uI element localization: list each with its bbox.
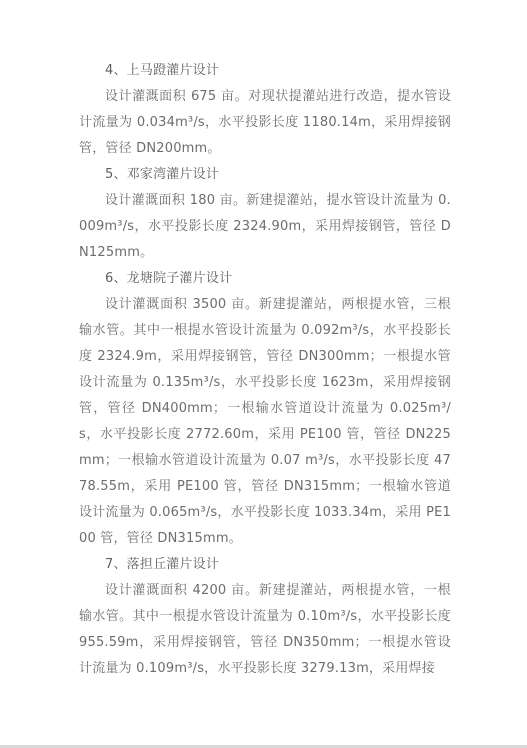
section-heading: 4、上马蹬灌片设计 — [105, 63, 220, 78]
section-heading: 6、龙塘院子灌片设计 — [105, 271, 233, 286]
document-body — [79, 58, 451, 682]
section-paragraph: 设计灌溉面积 4200 亩。新建提灌站，两根提水管，一根输水管。其中一根提水管设计流量为 0.10m³/s，水平投影长度 955.59m，采用焊接钢管，管径 DN350mm；一根提水管设计流量为 0.109m³/s，水平投影长度 3279.13m，采用焊接 — [79, 583, 451, 676]
section-paragraph: 设计灌溉面积 180 亩。新建提灌站，提水管设计流量为 0.009m³/s，水平投影长度 2324.90m，采用焊接钢管，管径 DN125mm。 — [79, 193, 451, 260]
section-heading: 5、邓家湾灌片设计 — [105, 167, 220, 182]
section-paragraph: 设计灌溉面积 675 亩。对现状提灌站进行改造，提水管设计流量为 0.034m³/s，水平投影长度 1180.14m，采用焊接钢管，管径 DN200mm。 — [79, 89, 451, 156]
section-heading: 7、落担丘灌片设计 — [105, 557, 220, 572]
section-paragraph: 设计灌溉面积 3500 亩。新建提灌站，两根提水管，三根输水管。其中一根提水管设计流量为 0.092m³/s，水平投影长度 2324.9m，采用焊接钢管，管径 DN300mm；一根提水管设计流量为 0.135m³/s，水平投影长度 1623m，采用焊接钢管，管径 DN400mm；一根输水管道设计流量为 0.025m³/s，水平投影长度 2772.60m，采用 PE100 管，管径 DN225mm；一根输水管道设计流量为 0.07 m³/s，水平投影长度 4778.55m，采用 PE100 管，管径 DN315mm；一根输水管道设计流量为 0.065m³/s，水平投影长度 1033.34m，采用 PE100 管，管径 DN315mm。 — [79, 297, 451, 546]
